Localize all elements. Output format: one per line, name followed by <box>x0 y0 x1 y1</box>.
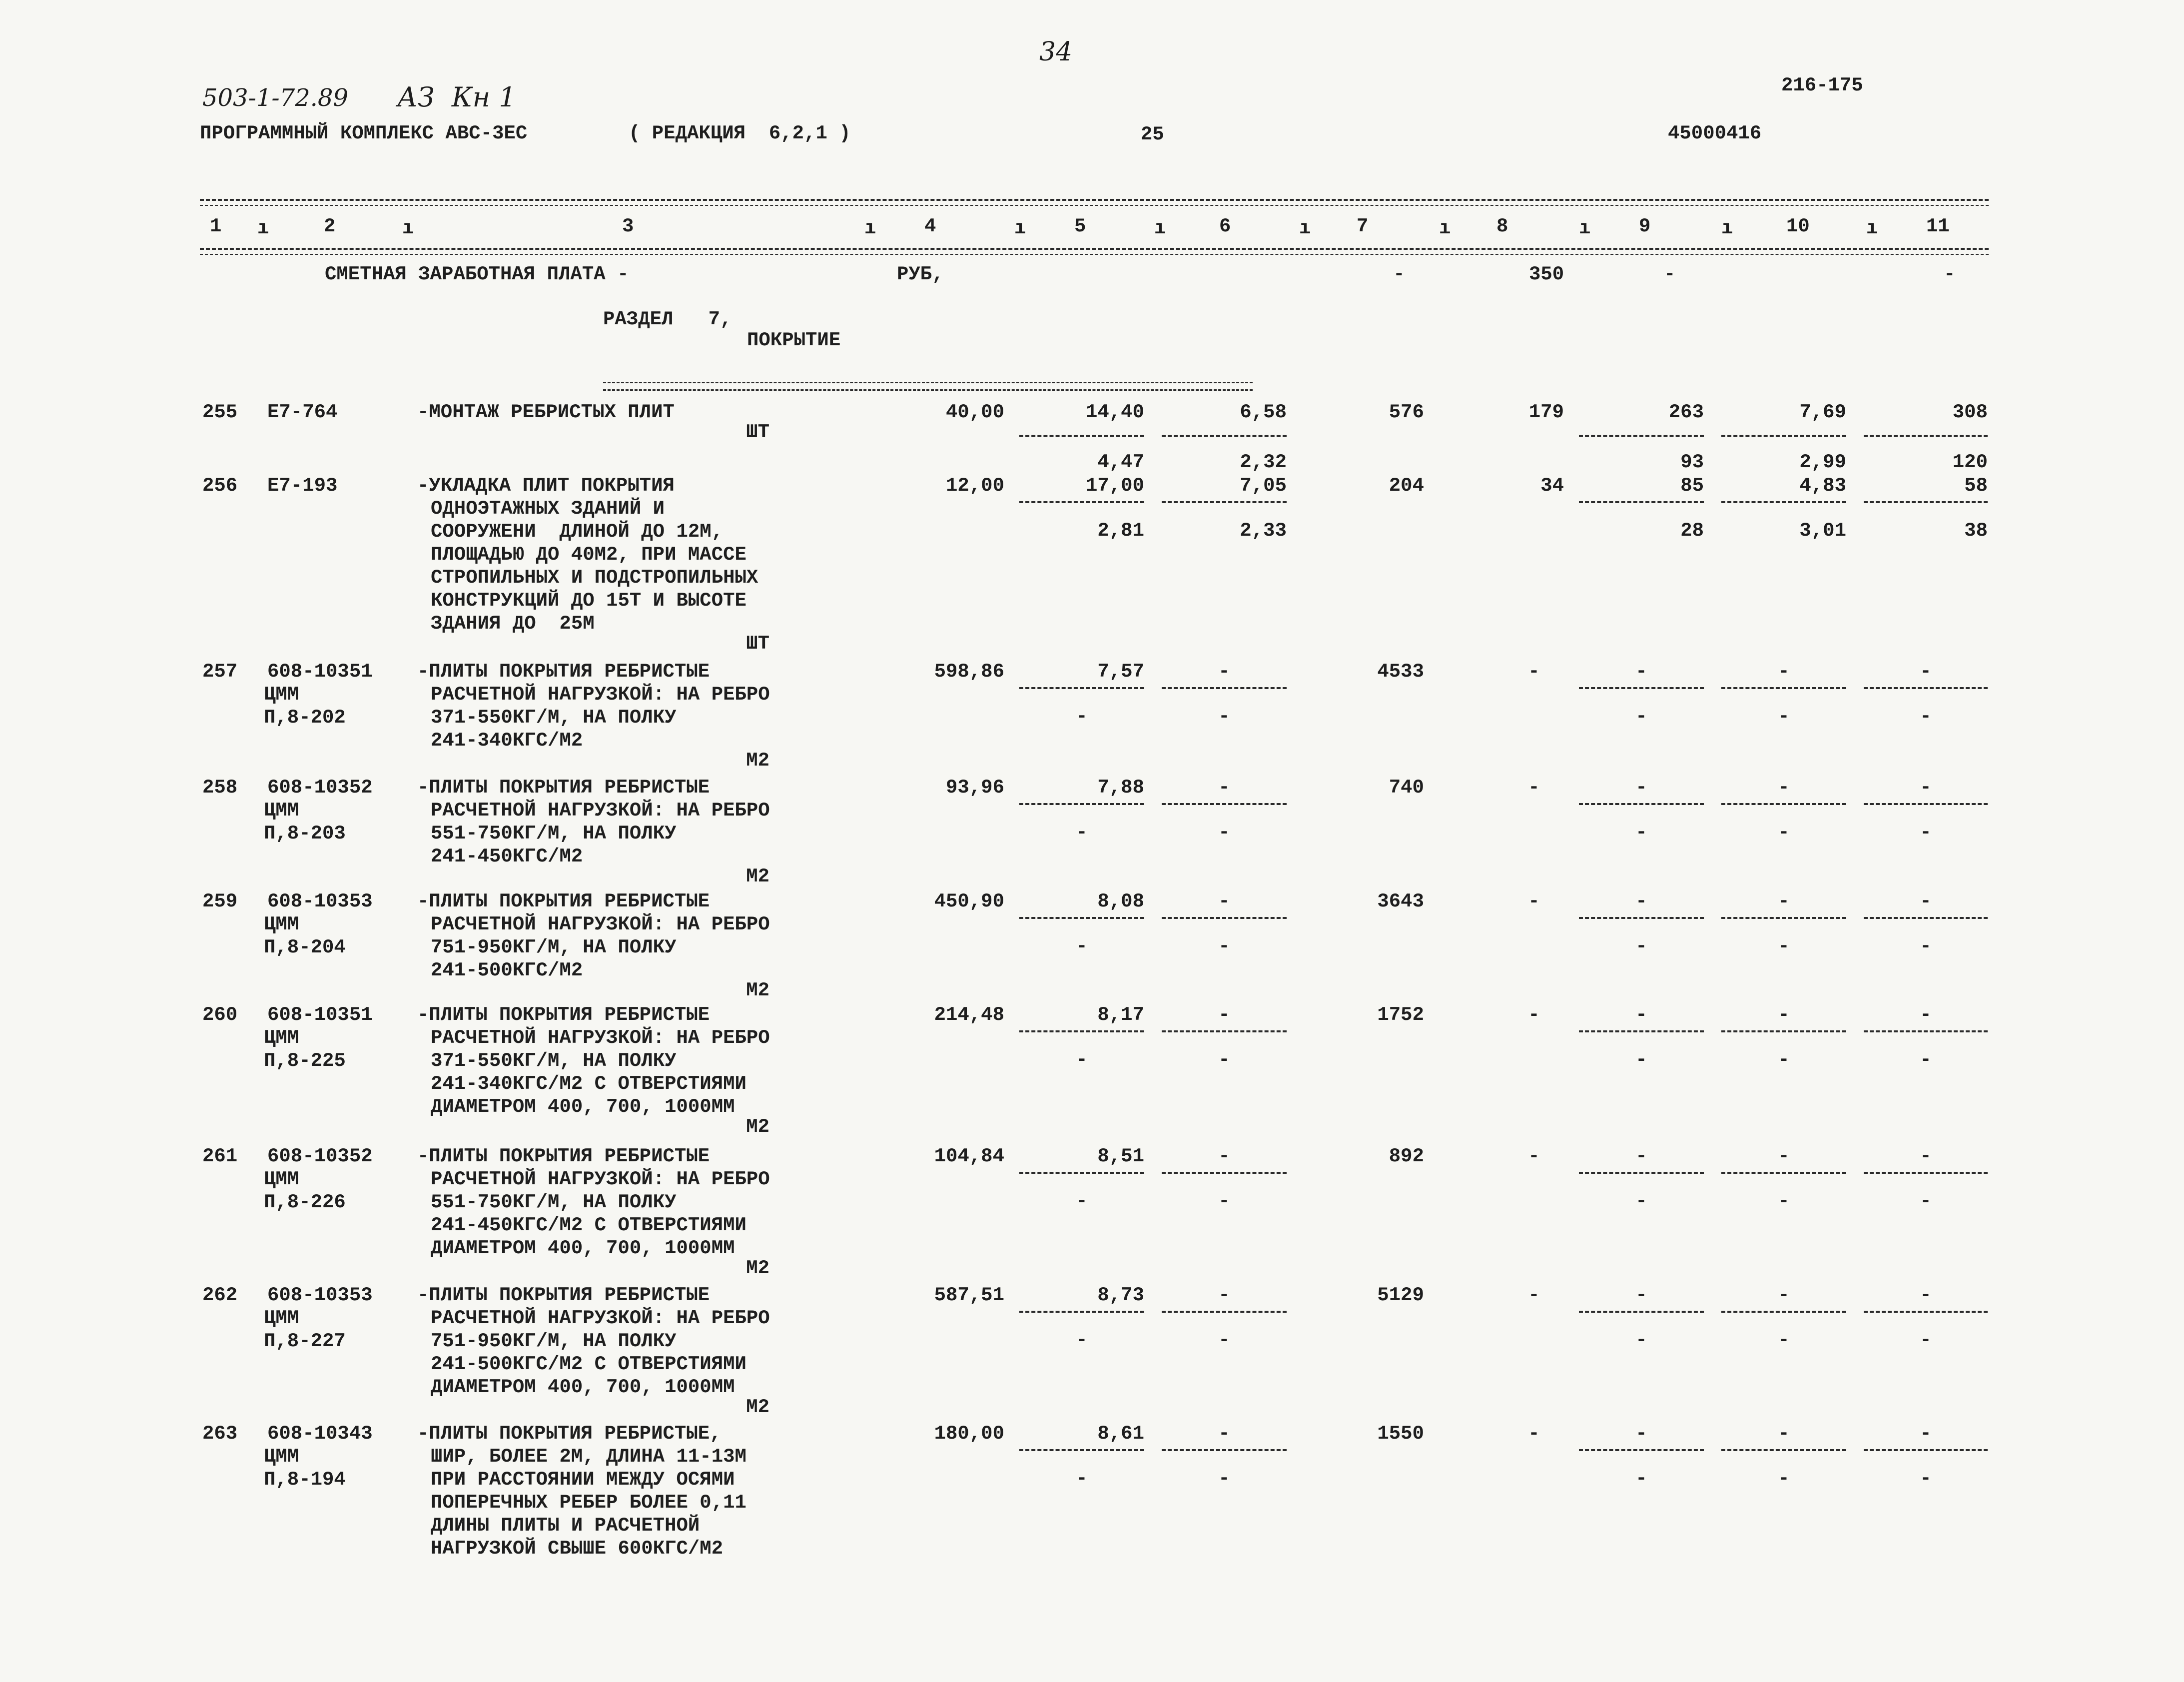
entry-code: П,8-225 <box>264 1050 346 1072</box>
c9-value: - <box>1635 1423 1647 1445</box>
column-separator: ı <box>1154 217 1166 239</box>
entry-code: ЦММ <box>264 684 299 706</box>
entry-number: 257 <box>202 661 238 683</box>
entry-description-line: -ПЛИТЫ ПОКРЫТИЯ РЕБРИСТЫЕ, <box>417 1423 722 1445</box>
column-number: 11 <box>1926 215 1950 237</box>
c10-value: - <box>1778 935 1790 957</box>
total-cost-value: 892 <box>1389 1145 1424 1167</box>
entry-code: ЦММ <box>264 1446 299 1468</box>
c6-value: - <box>1218 1468 1230 1490</box>
c11-value: - <box>1920 1004 1932 1026</box>
entry-code: П,8-226 <box>264 1191 346 1213</box>
c5-divider <box>1019 1030 1144 1032</box>
labor-cost-value: - <box>1528 777 1540 799</box>
c5-value: 8,08 <box>1097 890 1144 912</box>
c10-value: - <box>1778 1284 1790 1306</box>
c11-value: - <box>1920 1423 1932 1445</box>
c11-value: - <box>1920 1284 1932 1306</box>
entry-description-line: ДИАМЕТРОМ 400, 700, 1000ММ <box>431 1237 735 1259</box>
c10-value: 7,69 <box>1799 401 1846 423</box>
entry-code: 608-10351 <box>267 661 373 683</box>
c6-divider <box>1162 1172 1287 1174</box>
entry-code: ЦММ <box>264 1027 299 1049</box>
c9-value: - <box>1635 1190 1647 1212</box>
c9-divider <box>1579 1172 1704 1174</box>
entry-code: ЦММ <box>264 1307 299 1329</box>
entry-description-line: -ПЛИТЫ ПОКРЫТИЯ РЕБРИСТЫЕ <box>417 1284 710 1306</box>
entry-number: 258 <box>202 777 238 799</box>
quantity-value: 12,00 <box>945 475 1004 497</box>
entry-code: Е7-193 <box>267 475 338 497</box>
entry-unit: М2 <box>746 865 769 887</box>
c9-value: - <box>1635 935 1647 957</box>
c5-value: - <box>1076 1329 1088 1351</box>
entry-number: 261 <box>202 1145 238 1167</box>
c5-divider <box>1019 803 1144 805</box>
entry-description-line: 241-500КГС/М2 С ОТВЕРСТИЯМИ <box>431 1353 746 1375</box>
c10-value: - <box>1778 777 1790 799</box>
entry-number: 255 <box>202 401 238 423</box>
c10-value: - <box>1778 1145 1790 1167</box>
section-double-rule <box>603 382 1253 391</box>
c5-value: - <box>1076 1190 1088 1212</box>
column-number: 7 <box>1357 215 1369 237</box>
c6-subtotal: 2,32 <box>1240 451 1287 473</box>
column-number: 9 <box>1639 215 1651 237</box>
handwritten-page-number: 34 <box>1039 37 1073 67</box>
c5-subtotal: 4,47 <box>1097 451 1144 473</box>
entry-description-line: 551-750КГ/М, НА ПОЛКУ <box>431 823 677 844</box>
c11-value: 38 <box>1964 520 1988 542</box>
c11-divider <box>1864 1030 1988 1032</box>
entry-description-line: 241-500КГС/М2 <box>431 959 583 981</box>
entry-code: П,8-227 <box>264 1330 346 1352</box>
c9-value: - <box>1635 1145 1647 1167</box>
c10-divider <box>1721 917 1846 919</box>
c9-value: - <box>1635 822 1647 843</box>
entry-code: П,8-202 <box>264 707 346 729</box>
c11-divider <box>1864 501 1988 503</box>
entry-number: 259 <box>202 890 238 912</box>
entry-unit: М2 <box>746 1257 769 1279</box>
c9-divider <box>1579 803 1704 805</box>
entry-description-line: 241-450КГС/М2 С ОТВЕРСТИЯМИ <box>431 1214 746 1236</box>
column-number: 2 <box>324 215 336 237</box>
c9-value: - <box>1635 777 1647 799</box>
c9-value: - <box>1635 890 1647 912</box>
c6-divider <box>1162 687 1287 689</box>
entry-code: П,8-204 <box>264 936 346 958</box>
c11-value: - <box>1920 661 1932 683</box>
entry-code: 608-10343 <box>267 1423 373 1445</box>
entry-description-line: РАСЧЕТНОЙ НАГРУЗКОЙ: НА РЕБРО <box>431 1027 770 1049</box>
entry-description-line: ДИАМЕТРОМ 400, 700, 1000ММ <box>431 1096 735 1118</box>
c11-value: - <box>1920 935 1932 957</box>
entry-description-line: 241-340КГС/М2 С ОТВЕРСТИЯМИ <box>431 1073 746 1095</box>
column-number: 4 <box>924 215 936 237</box>
labor-cost-value: - <box>1528 890 1540 912</box>
c6-divider <box>1162 1311 1287 1313</box>
entry-number: 256 <box>202 475 238 497</box>
entry-description-line: 751-950КГ/М, НА ПОЛКУ <box>431 1330 677 1352</box>
c5-divider <box>1019 435 1144 437</box>
column-separator: ı <box>1579 217 1591 239</box>
column-separator: ı <box>864 217 876 239</box>
c9-value: 28 <box>1680 520 1704 542</box>
c5-value: 8,73 <box>1097 1284 1144 1306</box>
c10-value: - <box>1778 890 1790 912</box>
entry-description-line: -ПЛИТЫ ПОКРЫТИЯ РЕБРИСТЫЕ <box>417 890 710 912</box>
c10-divider <box>1721 1172 1846 1174</box>
c9-divider <box>1579 687 1704 689</box>
c10-divider <box>1721 687 1846 689</box>
c11-value: - <box>1920 1145 1932 1167</box>
total-cost-value: 3643 <box>1377 890 1424 912</box>
c11-value: 58 <box>1964 475 1988 497</box>
c9-value: 263 <box>1668 401 1704 423</box>
c10-value: - <box>1778 1190 1790 1212</box>
c5-value: 7,88 <box>1097 777 1144 799</box>
document-code-top: 216-175 <box>1781 74 1863 96</box>
c10-divider <box>1721 1449 1846 1451</box>
entry-code: П,8-194 <box>264 1469 346 1491</box>
entry-unit: ШТ <box>746 633 769 655</box>
column-separator: ı <box>1721 217 1733 239</box>
section-number: РАЗДЕЛ 7, <box>603 308 732 330</box>
summary-col11: - <box>1944 263 1956 285</box>
c9-value: - <box>1635 706 1647 728</box>
entry-description-line: ШИР, БОЛЕЕ 2М, ДЛИНА 11-13М <box>431 1446 746 1468</box>
entry-unit: М2 <box>746 750 769 772</box>
c11-value: - <box>1920 706 1932 728</box>
c6-value: - <box>1218 706 1230 728</box>
c5-value: 8,51 <box>1097 1145 1144 1167</box>
c9-subtotal: 93 <box>1680 451 1704 473</box>
header-bottom-rule-inner <box>200 254 1989 255</box>
c9-divider <box>1579 917 1704 919</box>
c5-value: - <box>1076 822 1088 843</box>
c11-value: - <box>1920 1468 1932 1490</box>
c11-divider <box>1864 803 1988 805</box>
c9-divider <box>1579 501 1704 503</box>
entry-description-line: 371-550КГ/М, НА ПОЛКУ <box>431 1050 677 1072</box>
c10-value: - <box>1778 1004 1790 1026</box>
c6-value: - <box>1218 777 1230 799</box>
entry-code: 608-10352 <box>267 1145 373 1167</box>
quantity-value: 598,86 <box>934 661 1004 683</box>
labor-cost-value: - <box>1528 1145 1540 1167</box>
summary-unit: РУБ, <box>897 263 944 285</box>
labor-cost-value: - <box>1528 661 1540 683</box>
c6-value: - <box>1218 661 1230 683</box>
entry-description-line: ПОПЕРЕЧНЫХ РЕБЕР БОЛЕЕ 0,11 <box>431 1492 746 1514</box>
summary-col9: - <box>1664 263 1676 285</box>
c9-divider <box>1579 1311 1704 1313</box>
c5-value: - <box>1076 706 1088 728</box>
document-code-bottom: 45000416 <box>1668 122 1762 144</box>
entry-description-line: -МОНТАЖ РЕБРИСТЫХ ПЛИТ <box>417 401 675 423</box>
c6-divider <box>1162 435 1287 437</box>
entry-unit: М2 <box>746 1116 769 1138</box>
c9-value: - <box>1635 1004 1647 1026</box>
c6-value: 6,58 <box>1240 401 1287 423</box>
entry-code: 608-10351 <box>267 1004 373 1026</box>
header-top-rule-inner <box>200 205 1989 206</box>
quantity-value: 450,90 <box>934 890 1004 912</box>
c5-divider <box>1019 687 1144 689</box>
c9-divider <box>1579 1449 1704 1451</box>
entry-description-line: ПРИ РАССТОЯНИИ МЕЖДУ ОСЯМИ <box>431 1469 735 1491</box>
labor-cost-value: 179 <box>1528 401 1564 423</box>
header-bottom-rule <box>200 248 1989 250</box>
c9-divider <box>1579 1030 1704 1032</box>
entry-description-line: 371-550КГ/М, НА ПОЛКУ <box>431 707 677 729</box>
c11-value: 308 <box>1952 401 1988 423</box>
quantity-value: 93,96 <box>945 777 1004 799</box>
c11-divider <box>1864 435 1988 437</box>
program-title: ПРОГРАММНЫЙ КОМПЛЕКС АВС-3ЕС <box>200 122 528 144</box>
entry-description-line: -ПЛИТЫ ПОКРЫТИЯ РЕБРИСТЫЕ <box>417 661 710 683</box>
c5-divider <box>1019 1449 1144 1451</box>
column-separator: ı <box>257 217 269 239</box>
handwritten-book: АЗ Кн 1 <box>397 81 516 113</box>
labor-cost-value: 34 <box>1540 475 1564 497</box>
entry-number: 260 <box>202 1004 238 1026</box>
sheet-number: 25 <box>1141 123 1164 145</box>
entry-description-line: ДЛИНЫ ПЛИТЫ И РАСЧЕТНОЙ <box>431 1515 700 1537</box>
quantity-value: 104,84 <box>934 1145 1004 1167</box>
c9-value: - <box>1635 1284 1647 1306</box>
entry-description-line: РАСЧЕТНОЙ НАГРУЗКОЙ: НА РЕБРО <box>431 684 770 706</box>
c9-value: 85 <box>1680 475 1704 497</box>
entry-code: ЦММ <box>264 1168 299 1190</box>
c5-divider <box>1019 501 1144 503</box>
program-edition: ( РЕДАКЦИЯ 6,2,1 ) <box>629 122 851 144</box>
total-cost-value: 576 <box>1389 401 1424 423</box>
entry-description-line: -ПЛИТЫ ПОКРЫТИЯ РЕБРИСТЫЕ <box>417 1145 710 1167</box>
c6-divider <box>1162 1030 1287 1032</box>
c10-divider <box>1721 501 1846 503</box>
entry-number: 263 <box>202 1423 238 1445</box>
c5-value: 14,40 <box>1085 401 1144 423</box>
entry-description-line: ДИАМЕТРОМ 400, 700, 1000ММ <box>431 1376 735 1398</box>
total-cost-value: 5129 <box>1377 1284 1424 1306</box>
c5-value: - <box>1076 1049 1088 1071</box>
entry-description-line: РАСЧЕТНОЙ НАГРУЗКОЙ: НА РЕБРО <box>431 913 770 935</box>
entry-number: 262 <box>202 1284 238 1306</box>
c9-divider <box>1579 435 1704 437</box>
labor-cost-value: - <box>1528 1284 1540 1306</box>
c10-value: 4,83 <box>1799 475 1846 497</box>
c10-value: - <box>1778 661 1790 683</box>
c11-value: - <box>1920 777 1932 799</box>
header-top-rule <box>200 199 1989 201</box>
quantity-value: 40,00 <box>945 401 1004 423</box>
entry-description-line: РАСЧЕТНОЙ НАГРУЗКОЙ: НА РЕБРО <box>431 800 770 822</box>
c6-divider <box>1162 803 1287 805</box>
total-cost-value: 1550 <box>1377 1423 1424 1445</box>
c6-value: - <box>1218 1190 1230 1212</box>
c11-divider <box>1864 917 1988 919</box>
c6-divider <box>1162 1449 1287 1451</box>
column-number: 3 <box>622 215 634 237</box>
c5-divider <box>1019 917 1144 919</box>
entry-unit: М2 <box>746 979 769 1001</box>
c11-subtotal: 120 <box>1952 451 1988 473</box>
c11-divider <box>1864 687 1988 689</box>
entry-code: Е7-764 <box>267 401 338 423</box>
c5-value: 17,00 <box>1085 475 1144 497</box>
summary-col7: - <box>1393 263 1405 285</box>
c5-divider <box>1019 1311 1144 1313</box>
entry-unit: М2 <box>746 1396 769 1418</box>
c9-value: - <box>1635 1329 1647 1351</box>
total-cost-value: 204 <box>1389 475 1424 497</box>
c5-value: 8,17 <box>1097 1004 1144 1026</box>
summary-col8: 350 <box>1529 263 1564 285</box>
entry-description-line: РАСЧЕТНОЙ НАГРУЗКОЙ: НА РЕБРО <box>431 1168 770 1190</box>
c10-value: - <box>1778 1468 1790 1490</box>
entry-description-line: НАГРУЗКОЙ СВЫШЕ 600КГС/М2 <box>431 1538 724 1560</box>
c6-value: - <box>1218 822 1230 843</box>
c11-value: - <box>1920 822 1932 843</box>
c5-value: 2,81 <box>1097 520 1144 542</box>
column-number: 6 <box>1219 215 1231 237</box>
entry-code: ЦММ <box>264 913 299 935</box>
column-number: 8 <box>1496 215 1508 237</box>
labor-cost-value: - <box>1528 1004 1540 1026</box>
column-separator: ı <box>402 217 414 239</box>
c10-value: 3,01 <box>1799 520 1846 542</box>
c10-value: - <box>1778 822 1790 843</box>
entry-description-line: СООРУЖЕНИ ДЛИНОЙ ДО 12М, <box>431 521 724 543</box>
total-cost-value: 740 <box>1389 777 1424 799</box>
entry-description-line: ОДНОЭТАЖНЫХ ЗДАНИЙ И <box>431 498 665 520</box>
entry-description-line: 241-450КГС/М2 <box>431 845 583 867</box>
c10-value: - <box>1778 706 1790 728</box>
total-cost-value: 1752 <box>1377 1004 1424 1026</box>
entry-description-line: ЗДАНИЯ ДО 25М <box>431 613 595 635</box>
c11-value: - <box>1920 890 1932 912</box>
handwritten-reference: 503-1-72.89 <box>202 84 349 112</box>
entry-code: П,8-203 <box>264 823 346 844</box>
c11-value: - <box>1920 1049 1932 1071</box>
c11-value: - <box>1920 1329 1932 1351</box>
column-number: 10 <box>1786 215 1810 237</box>
entry-description-line: -УКЛАДКА ПЛИТ ПОКРЫТИЯ <box>417 475 675 497</box>
entry-code: 608-10353 <box>267 890 373 912</box>
column-separator: ı <box>1866 217 1878 239</box>
entry-description-line: РАСЧЕТНОЙ НАГРУЗКОЙ: НА РЕБРО <box>431 1307 770 1329</box>
c11-value: - <box>1920 1190 1932 1212</box>
entry-code: ЦММ <box>264 800 299 822</box>
entry-code: 608-10352 <box>267 777 373 799</box>
c5-divider <box>1019 1172 1144 1174</box>
c6-value: 7,05 <box>1240 475 1287 497</box>
c5-value: - <box>1076 1468 1088 1490</box>
entry-description-line: 551-750КГ/М, НА ПОЛКУ <box>431 1191 677 1213</box>
c6-value: - <box>1218 1423 1230 1445</box>
c10-divider <box>1721 435 1846 437</box>
section-title: ПОКРЫТИЕ <box>747 329 841 351</box>
c9-value: - <box>1635 1468 1647 1490</box>
c6-value: - <box>1218 1329 1230 1351</box>
c6-value: 2,33 <box>1240 520 1287 542</box>
c10-value: - <box>1778 1049 1790 1071</box>
quantity-value: 587,51 <box>934 1284 1004 1306</box>
c6-value: - <box>1218 1004 1230 1026</box>
c10-subtotal: 2,99 <box>1799 451 1846 473</box>
quantity-value: 214,48 <box>934 1004 1004 1026</box>
c5-value: 8,61 <box>1097 1423 1144 1445</box>
summary-label: СМЕТНАЯ ЗАРАБОТНАЯ ПЛАТА - <box>325 263 629 285</box>
c10-divider <box>1721 803 1846 805</box>
entry-unit: ШТ <box>746 421 769 443</box>
labor-cost-value: - <box>1528 1423 1540 1445</box>
c6-value: - <box>1218 1049 1230 1071</box>
c6-divider <box>1162 501 1287 503</box>
c6-value: - <box>1218 890 1230 912</box>
entry-description-line: 751-950КГ/М, НА ПОЛКУ <box>431 936 677 958</box>
entry-description-line: -ПЛИТЫ ПОКРЫТИЯ РЕБРИСТЫЕ <box>417 1004 710 1026</box>
c5-value: 7,57 <box>1097 661 1144 683</box>
entry-description-line: -ПЛИТЫ ПОКРЫТИЯ РЕБРИСТЫЕ <box>417 777 710 799</box>
c6-divider <box>1162 917 1287 919</box>
c11-divider <box>1864 1172 1988 1174</box>
column-separator: ı <box>1299 217 1311 239</box>
entry-description-line: ПЛОЩАДЬЮ ДО 40М2, ПРИ МАССЕ <box>431 544 746 566</box>
c11-divider <box>1864 1449 1988 1451</box>
entry-code: 608-10353 <box>267 1284 373 1306</box>
column-separator: ı <box>1439 217 1451 239</box>
c6-value: - <box>1218 935 1230 957</box>
quantity-value: 180,00 <box>934 1423 1004 1445</box>
c6-value: - <box>1218 1145 1230 1167</box>
c11-divider <box>1864 1311 1988 1313</box>
column-separator: ı <box>1014 217 1026 239</box>
c10-divider <box>1721 1311 1846 1313</box>
c10-divider <box>1721 1030 1846 1032</box>
entry-description-line: СТРОПИЛЬНЫХ И ПОДСТРОПИЛЬНЫХ <box>431 567 758 589</box>
c5-value: - <box>1076 935 1088 957</box>
c6-value: - <box>1218 1284 1230 1306</box>
c9-value: - <box>1635 1049 1647 1071</box>
column-number: 5 <box>1074 215 1086 237</box>
c10-value: - <box>1778 1423 1790 1445</box>
total-cost-value: 4533 <box>1377 661 1424 683</box>
entry-description-line: КОНСТРУКЦИЙ ДО 15Т И ВЫСОТЕ <box>431 590 746 612</box>
column-number: 1 <box>210 215 222 237</box>
c9-value: - <box>1635 661 1647 683</box>
c10-value: - <box>1778 1329 1790 1351</box>
entry-description-line: 241-340КГС/М2 <box>431 730 583 752</box>
